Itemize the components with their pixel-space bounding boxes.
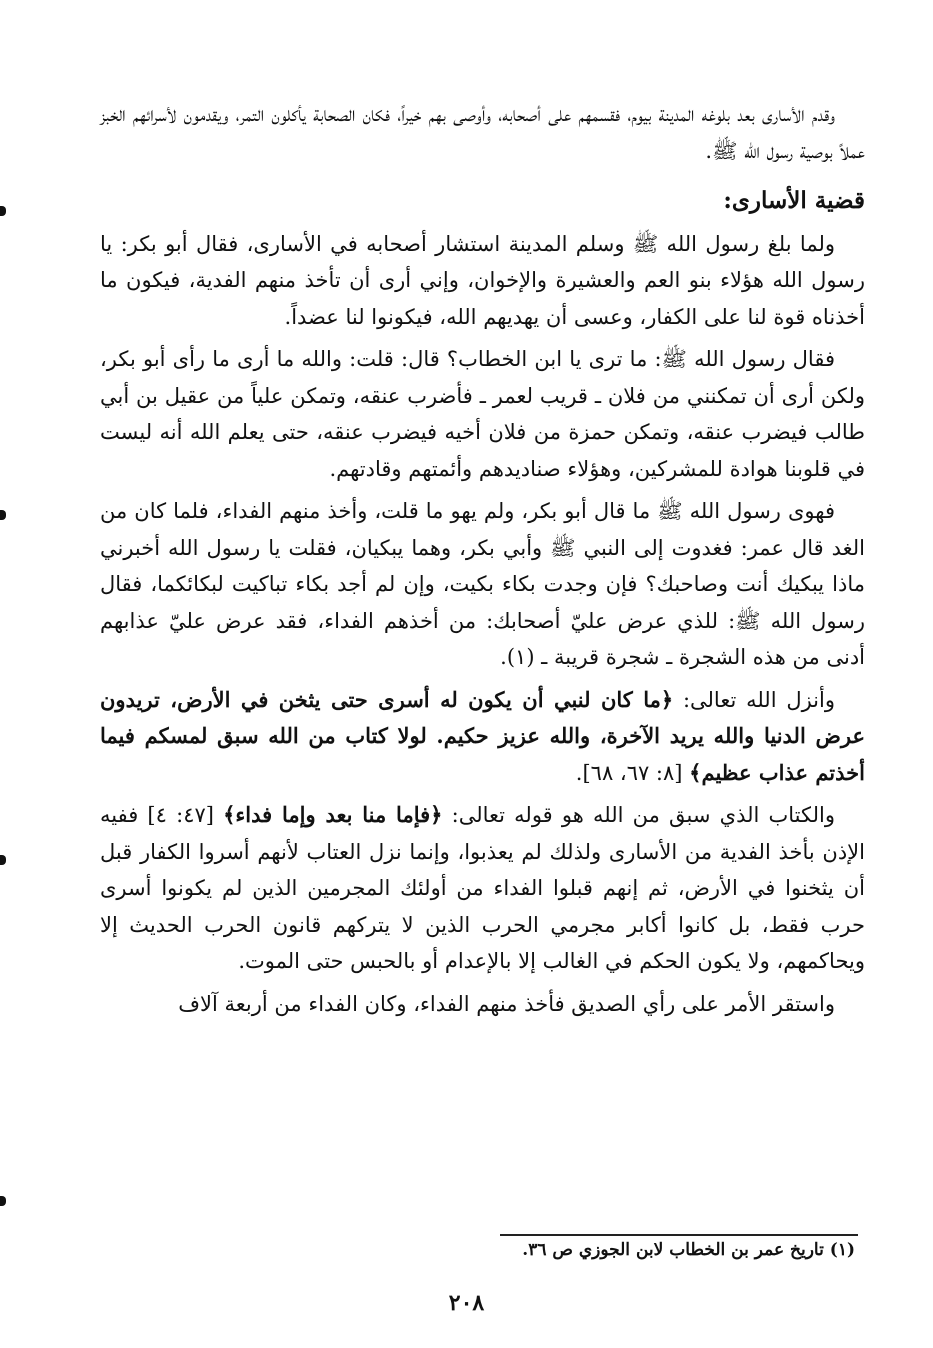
quran-verse-anfal: ﴿ما كان لنبي أن يكون له أسرى حتى يثخن في الأرض، تريدون عرض الدنيا والله يريد الآخرة، والله عزيز حكيم. لولا كتاب من الله سبق لمسكم فيما أخذتم عذاب عظيم﴾ — [100, 686, 865, 785]
scan-edge-mark — [0, 510, 6, 520]
page-number: ٢٠٨ — [448, 1290, 485, 1316]
scan-edge-mark — [0, 855, 6, 865]
scan-edge-mark — [0, 1196, 6, 1206]
footnote: (١) تاريخ عمر بن الخطاب لابن الجوزي ص ٣٦. — [522, 1240, 855, 1260]
paragraph-consultation: ولما بلغ رسول الله ﷺ وسلم المدينة استشار أصحابه في الأسارى، فقال أبو بكر: يا رسول الله هؤلاء بنو العم والعشيرة والإخوان، وإني أرى أن تأخذ منهم الفدية، فيكون ما أخذناه قوة لنا على الكفار، وعسى أن يهديهم الله، فيكونوا لنا عضداً. — [100, 231, 865, 329]
main-text — [100, 96, 865, 1028]
verse-reference: [٨: ٦٧، ٦٨]. — [575, 760, 690, 785]
paragraph-final-ransom: واستقر الأمر على رأي الصديق فأخذ منهم الفداء، وكان الفداء من أربعة آلاف — [178, 991, 835, 1016]
section-heading: قضية الأسارى: — [723, 187, 865, 214]
paragraph-prior-decree — [100, 797, 865, 980]
paragraph-ransom-decision: فهوى رسول الله ﷺ ما قال أبو بكر، ولم يهو ما قلت، وأخذ منهم الفداء، فلما كان من الغد قال عمر: فغدوت إلى النبي ﷺ وأبي بكر، وهما يبكيان، فقلت يا رسول الله أخبرني ماذا يبكيك أنت وصاحبك؟ فإن وجدت بكاء بكيت، وإن لم أجد بكاء تباكيت لبكائكما، فقال رسول الله ﷺ: للذي عرض عليّ أصحابك: من أخذهم الفداء، فقد عرض عليّ عذابهم أدنى من هذه الشجرة ـ شجرة قريبة ـ (١). — [100, 499, 865, 669]
footnote-divider — [500, 1234, 858, 1236]
scan-edge-mark — [0, 206, 6, 216]
decree-explanation: [٤٧: ٤] ففيه الإذن بأخذ الفدية من الأسارى ولذلك لم يعذبوا، وإنما نزل العتاب لأنهم أسروا الكفار قبل أن يثخنوا في الأرض، ثم إنهم قبلوا الفداء من أولئك المجرمين الذين لم يكونوا أسرى حرب فقط، بل كانوا أكابر مجرمي الحرب الذين لا يتركهم قانون الحرب الحديث إلا ويحاكمهم، ولا يكون الحكم في الغالب إلا بالإعدام أو بالحبس حتى الموت. — [100, 803, 865, 973]
paragraph-revelation — [100, 682, 865, 792]
decree-intro: والكتاب الذي سبق من الله هو قوله تعالى: — [442, 803, 835, 827]
quran-verse-muhammad: ﴿فإما منا بعد وإما فداء﴾ — [223, 802, 443, 827]
paragraph-umar-opinion: فقال رسول الله ﷺ: ما ترى يا ابن الخطاب؟ قال: قلت: والله ما أرى ما رأى أبو بكر، ولكن أرى أن تمكنني من فلان ـ قريب لعمر ـ فأضرب عنقه، وتمكن علياً من عقيل بن أبي طالب فيضرب عنقه، وتمكن حمزة من فلان أخيه فيضرب عنقه، حتى يعلم الله أنه ليست في قلوبنا هوادة للمشركين، وهؤلاء صناديدهم وأئمتهم وقادتهم. — [100, 347, 865, 481]
paragraph-prisoners-arrival: وقدم الأسارى بعد بلوغه المدينة بيوم، فقسمهم على أصحابه، وأوصى بهم خيراً، فكان الصحابة يأكلون التمر، ويقدمون لأسرائهم الخبز عملاً بوصية رسول الله ﷺ. — [100, 102, 865, 163]
revelation-intro: وأنزل الله تعالى: — [673, 687, 835, 712]
